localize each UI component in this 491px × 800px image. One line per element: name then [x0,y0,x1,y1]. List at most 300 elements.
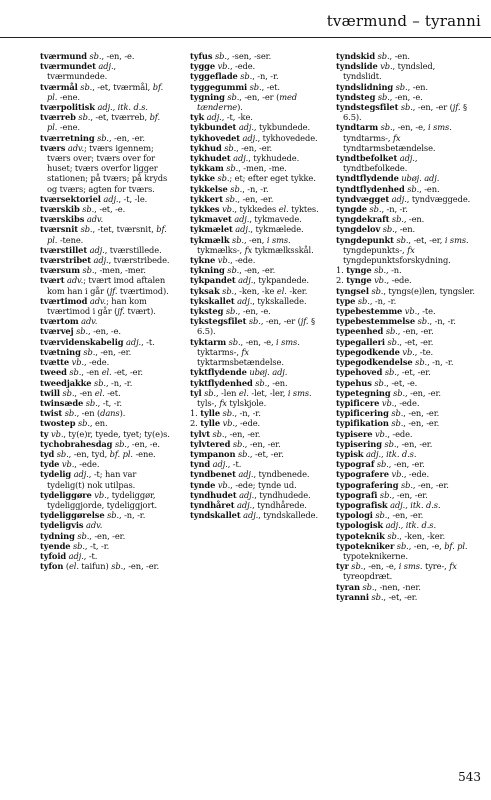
dictionary-entry [190,367,320,377]
headword: ty [40,428,49,439]
entry-text: , -n, -r. [381,204,408,215]
headword: tykhudet [190,153,231,164]
entry-text: , -t; han var tydelig(t) nok utilpas. [47,469,137,490]
entry-text: tyndtarmsbetændelse. [343,142,436,153]
headword: typehoved [336,367,383,378]
grammar-label: adj. [237,499,253,510]
grammar-label: ubøj. adj. [401,173,440,184]
entry-text: , -sen, -ser. [226,51,272,61]
entry-column-1 [40,51,170,571]
headword: tyde [40,459,60,470]
grammar-label: fx [392,132,401,143]
dictionary-entry [336,194,476,204]
grammar-label: vb. [402,346,415,357]
entry-text: , -len [215,387,239,398]
grammar-label: sb. [212,428,225,439]
dictionary-entry [40,255,170,265]
entry-text: , -ede. [74,459,100,470]
entry-text: § 6.5). [343,102,468,123]
entry-text: , -en ( [76,408,101,419]
dictionary-entry [190,275,320,285]
grammar-label: fx [219,397,227,408]
grammar-label: sb. [73,540,85,551]
dictionary-entry [40,449,170,459]
entry-text: , -en, -e, [408,540,445,551]
headword: tyfoid [40,550,67,561]
dictionary-entry [336,204,476,214]
dictionary-entry [336,296,476,306]
grammar-label: vb. [222,418,235,429]
headword: typografisk [336,499,388,510]
entry-text: , -en, -er. [224,428,261,439]
entry-text: , -n, -r. [242,183,269,194]
headword: typografi [336,489,378,500]
dictionary-entry [190,163,320,173]
entry-text: , -ede. [394,397,420,408]
headword: typeenhed [336,326,384,337]
dictionary-entry [190,143,320,153]
dictionary-entry [190,490,320,500]
dictionary-entry [336,326,476,336]
headword: tyl [190,387,202,398]
entry-text: , -n, -r. [105,377,133,388]
entry-text: , tykskallede. [252,295,307,306]
entry-text: , tykhovedede. [257,132,318,143]
dictionary-entry [190,51,320,61]
entry-text: , -en, -e. [101,51,135,61]
grammar-label: dans [100,408,120,419]
entry-text: , -t, -le. [118,193,148,204]
grammar-label: bf. pl. [47,81,164,102]
entry-text: , -en, -e, [392,122,429,133]
headword: tværretning [40,132,95,143]
grammar-label: sb. [248,316,261,327]
dictionary-entry [40,112,170,132]
entry-text: ; tvært imod aftalen kom han i går ( [47,275,166,296]
headword: tyngsel [336,285,369,296]
entry-text: , -en, -er. [244,438,281,449]
headword: tykke [190,173,215,184]
dictionary-entry [190,316,320,336]
entry-text: , -ede. [230,255,256,266]
grammar-label: sb. [377,51,390,61]
entry-text: , -en [81,367,102,378]
grammar-label: sb. [56,448,69,459]
grammar-label: sb. [94,377,106,388]
headword: tyngdekraft [336,214,390,225]
entry-text: , -ede; tynde ud. [230,479,297,490]
grammar-label: sb. [232,438,245,449]
grammar-label: i sms. [444,234,469,245]
dictionary-entry [190,408,320,418]
dictionary-entry [40,469,170,489]
headword: tynge [346,265,372,276]
dictionary-entry [336,316,476,326]
grammar-label: vb. [51,428,64,439]
headword: tyndhåret [190,499,235,510]
running-header [0,0,491,38]
dictionary-entry [40,459,170,469]
grammar-label: fx [449,561,457,572]
grammar-label: sb. [114,438,127,449]
entry-text: , -n, -r. [369,295,397,306]
dictionary-entry [336,235,476,266]
dictionary-entry [336,337,476,347]
dictionary-entry [40,326,170,336]
grammar-label: adv. [86,214,104,225]
entry-text: , -en, -er. [388,459,425,470]
entry-text: , ty(e)r, tyede, tyet; ty(e)s. [63,428,170,439]
dictionary-entry [190,459,320,469]
grammar-label: adv. [81,316,98,327]
grammar-label: sb. [384,367,397,378]
headword: tværskibs [40,214,85,225]
headword: tyranni [336,591,369,602]
entry-text: ( [63,561,69,572]
entry-text: , tykkedes [234,204,279,215]
entry-text: , tværmundede. [47,61,117,82]
entry-text: , -n, -r. [119,510,146,521]
headword: typebestemmelse [336,316,416,327]
grammar-label: adj. [103,193,119,204]
headword: tyktarm [190,336,227,347]
headword: tværs [40,142,66,153]
headword: tyndskid [336,51,376,61]
headword: typificere [336,397,380,408]
grammar-label: adj. [89,244,105,255]
entry-text: tykmælksskål. [252,244,314,255]
dictionary-entry [336,92,476,102]
dictionary-entry [40,296,170,316]
entry-text: , -en. [407,81,428,92]
entry-text: , -t, -ke. [221,112,253,123]
dictionary-entry [190,61,320,71]
entry-text: , -men, -mer. [94,265,146,276]
grammar-label: sb. [89,51,102,61]
grammar-label: sb. [362,581,375,592]
grammar-label: adj. [212,459,228,470]
grammar-label: adv. [67,275,84,286]
dictionary-entry [40,520,170,530]
dictionary-entry [40,367,170,377]
entry-column-3 [336,51,476,602]
dictionary-entry [190,480,320,490]
grammar-label: sb. [237,448,250,459]
grammar-label: sb. [375,510,388,521]
entry-text: , -en, -e, [240,336,277,347]
headword: tvært [40,275,65,286]
entry-text: , -en, tyd, [68,448,110,459]
headword: tylvt [190,428,210,439]
entry-text: ; et; efter eget tykke. [229,173,316,184]
entry-text: 2. [336,275,347,286]
grammar-label: bf. pl. [444,540,468,551]
grammar-label: sb. [385,326,398,337]
entry-text: , -en, [243,234,267,245]
entry-text: , -en, -er. [89,530,126,541]
headword: tyfon [40,561,64,572]
grammar-label: vb. [61,459,75,470]
entry-text: , -tet, tværsnit, [92,224,157,235]
headword: tyndtflydenhed [336,183,405,194]
dictionary-entry [190,500,320,510]
entry-text: taifun) [78,561,112,572]
grammar-label: adj. [206,112,222,123]
headword: typegodkendelse [336,357,413,368]
entry-text: , -en, -er. [403,408,440,419]
entry-text: tyre-, [422,561,450,572]
grammar-label: sb. [415,357,428,368]
dictionary-entry [40,51,170,61]
grammar-label: vb. [217,61,230,72]
headword: tyktflydende [190,367,247,378]
entry-text: , -et, tværmål, [92,81,153,92]
headword: tykskallet [190,295,235,306]
dictionary-entry [336,224,476,234]
dictionary-entry [336,398,476,408]
dictionary-entry [40,510,170,520]
entry-text: tyls-, [197,397,220,408]
dictionary-entry [40,143,170,194]
entry-text: , -en. [403,214,425,225]
grammar-label: jf. [452,102,461,113]
entry-text: , -en, -er. [237,193,274,204]
headword: tykmælet [190,224,233,235]
headword: typehus [336,377,372,388]
grammar-label: el. [101,367,112,378]
headword: tyndvægget [336,193,390,204]
entry-text: , -en [74,387,95,398]
dictionary-entry [336,214,476,224]
grammar-label: sb. [230,183,243,194]
grammar-label: adv. [86,520,103,531]
headword: tyksak [190,285,220,296]
entry-text: , tværstribede. [108,255,170,266]
entry-text: -et, -er. [111,367,143,378]
dictionary-entry [190,204,320,214]
grammar-label: sb. [391,408,404,419]
dictionary-entry [40,347,170,357]
dictionary-entry [336,510,476,520]
dictionary-entry [40,133,170,143]
entry-text: , -t. [83,550,98,561]
dictionary-entry [40,551,170,561]
entry-text: tyktes. [288,204,319,215]
headword: tympanon [190,448,236,459]
headword: typegalleri [336,336,385,347]
headword: tydeliggøre [40,489,92,500]
grammar-label: el. [276,285,287,296]
dictionary-entry [190,306,320,316]
entry-text: tyktarms-, [197,346,242,357]
dictionary-entry [190,429,320,439]
grammar-label: vb. [217,479,231,490]
grammar-label: sb. [226,163,239,174]
dictionary-entry [336,173,476,183]
entry-text: , -et, -e. [386,377,418,388]
headword: tvætte [40,357,70,368]
headword: tykkelse [190,183,228,194]
entry-text: , -en, -e, [363,561,399,572]
headword: tweed [40,367,67,378]
headword: typegodkende [336,346,400,357]
grammar-label: sb. [204,387,216,398]
grammar-label: sb. [387,530,400,541]
grammar-label: sb. [80,224,93,235]
grammar-label: sb. [396,234,409,245]
grammar-label: sb. [214,51,227,61]
grammar-label: adj., itk. d.s. [385,520,436,531]
entry-text: 1. [190,408,201,419]
dictionary-entry [40,418,170,428]
grammar-label: sb. [371,591,384,602]
dictionary-entry [190,112,320,122]
headword: typifikation [336,418,389,429]
headword: tykhud [190,142,222,153]
dictionary-entry [336,439,476,449]
headword: tværvidenskabelig [40,336,124,347]
headword: tværsnit [40,224,79,235]
headword: twist [40,408,63,419]
dictionary-entry [190,337,320,368]
grammar-label: adj. [243,510,259,521]
dictionary-entry [336,347,476,357]
grammar-label: sb. [69,367,82,378]
grammar-label: i sms. [287,387,312,398]
entry-text: , -nen, -ner. [374,581,421,592]
headword: tyndtflydende [336,173,399,184]
headword: tykkes [190,204,220,215]
headword: tydelig [40,469,72,480]
entry-text: ; han kom tværtimod i går ( [47,295,147,317]
entry-text: 2. [190,418,201,429]
dictionary-entry [40,245,170,255]
dictionary-entry [336,520,476,530]
entry-text: , -en, -er. [236,142,273,153]
headword: typificering [336,408,389,419]
dictionary-entry [190,194,320,204]
grammar-label: ubøj. adj. [249,367,288,378]
headword: tværsum [40,265,80,276]
entry-text: , -et, tværreb, [90,112,150,123]
dictionary-entry [40,275,170,295]
grammar-label: el. [238,387,249,398]
headword: tyktflydenhed [190,377,253,388]
entry-text: , -ede. [229,61,256,72]
grammar-label: sb. [369,204,382,215]
dictionary-entry [40,316,170,326]
dictionary-entry [336,459,476,469]
entry-text: , -t. [227,459,242,470]
entry-text: , -et, -e. [94,204,126,215]
entry-text: , -n. [386,265,402,276]
headword: type [336,295,356,306]
dictionary-entry [336,275,476,285]
dictionary-entry [336,388,476,398]
dictionary-entry [40,61,170,81]
entry-text: , -en, -er. [95,346,132,357]
entry-text: , -en, -er. [397,326,434,337]
dictionary-entry [336,480,476,490]
headword: tyndsteg [336,91,376,102]
headword: tyngdelov [336,224,381,235]
dictionary-entry [336,418,476,428]
grammar-label: el. [94,387,105,398]
dictionary-entry [336,490,476,500]
entry-text: , -en. [394,224,416,235]
grammar-label: fx [241,346,249,357]
entry-text: , -en, -e. [126,438,160,449]
headword: typebestemme [336,306,403,317]
entry-text: , -et, -er. [399,336,434,347]
headword: tykpandet [190,275,236,286]
grammar-label: sb. [77,530,90,541]
headword: tværreb [40,112,76,123]
grammar-label: adj. [126,336,142,347]
grammar-label: sb. [224,142,237,153]
grammar-label: adj. [238,122,254,133]
headword: typoteknik [336,530,385,541]
dictionary-entry [336,429,476,439]
entry-text: -ene. [57,91,80,102]
dictionary-entry [190,265,320,275]
entry-text: -tene. [57,234,84,245]
entry-text: , tyngs(e)len, tyngsler. [383,285,475,296]
grammar-label: sb. [77,418,90,429]
entry-text: -ene. [57,122,80,133]
dictionary-entry [40,204,170,214]
dictionary-entry [336,51,476,61]
headword: tværtom [40,316,79,327]
entry-text: , -en, -er ( [260,316,301,327]
grammar-label: bf. pl. [109,448,133,459]
dictionary-entry [40,194,170,204]
entry-text: , -en, -er. [391,489,428,500]
dictionary-entry [336,184,476,194]
dictionary-entry [190,286,320,296]
grammar-label: bf. pl. [47,224,167,245]
grammar-label: vb. [374,428,388,439]
entry-text: , -t. [141,336,155,347]
dictionary-entry [190,71,320,81]
headword: tynge [346,275,372,286]
grammar-label: sb. [374,377,387,388]
dictionary-entry [336,153,476,173]
entry-text: , -et, -er, [408,234,445,245]
grammar-label: adj. [68,550,84,561]
headword: tykne [190,255,216,266]
headword: tværskib [40,204,80,215]
headword: tværpolitisk [40,102,95,113]
dictionary-entry [190,235,320,255]
headword: tyndskallet [190,510,241,521]
entry-text: , -et, -er. [396,367,431,378]
entry-text: tyndtarms-, [343,132,393,143]
headword: tyngdepunkt [336,234,394,245]
grammar-label: sb. [240,71,253,82]
headword: tyndhudet [190,489,237,500]
entry-text: , tyndhårede. [252,499,307,510]
dictionary-entry [336,286,476,296]
entry-text: , -en, -er. [239,265,276,276]
headword: tværvej [40,326,74,337]
entry-text: , -en, -er. [403,418,440,429]
grammar-label: bf. pl. [47,112,161,133]
grammar-label: vb. [374,275,387,286]
entry-text: , -en. [267,377,288,388]
entry-text: , tværstillede. [104,244,162,255]
entry-text: , -ken, -ke [234,285,277,296]
